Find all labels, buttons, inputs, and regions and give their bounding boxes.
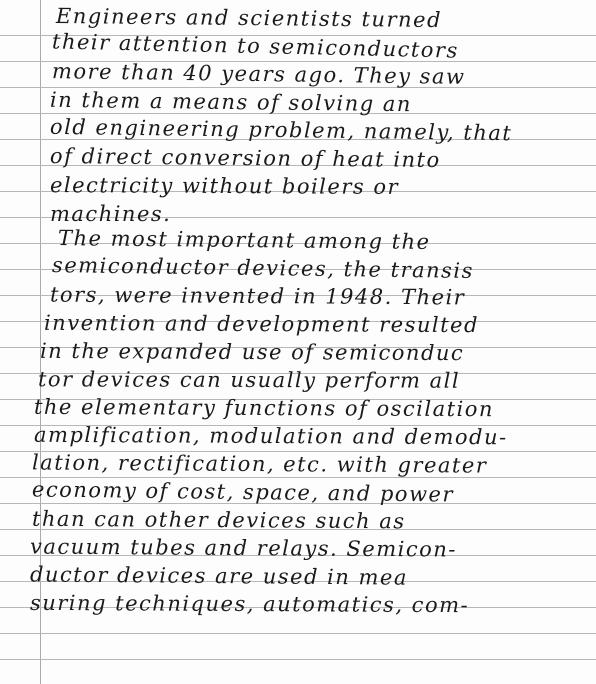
text-line: suring techniques, automatics, com- [29, 590, 470, 618]
text-line: economy of cost, space, and power [31, 477, 455, 507]
text-line: electricity without boilers or [49, 173, 400, 199]
text-line: machines. [50, 202, 172, 226]
text-line: The most important among the [57, 226, 431, 254]
text-line: tor devices can usually perform all [37, 367, 461, 393]
text-line: semiconductor devices, the transis [51, 253, 475, 283]
text-line: amplification, modulation and demodu- [33, 422, 508, 450]
text-line: than can other devices such as [31, 506, 406, 534]
text-line: Engineers and scientists turned [55, 3, 443, 33]
text-line: their attention to semiconductors [51, 29, 460, 63]
text-line: more than 40 years ago. They saw [51, 59, 466, 89]
text-line: in the expanded use of semiconduc [39, 338, 465, 366]
text-line: in them a means of solving an [49, 87, 413, 117]
text-line: tors, were invented in 1948. Their [49, 282, 466, 310]
text-line: of direct conversion of heat into [49, 143, 441, 173]
text-line: the elementary functions of oscilation [33, 394, 495, 422]
text-line: old engineering problem, namely, that [49, 114, 513, 146]
text-line: invention and development resulted [43, 310, 480, 338]
text-line: ductor devices are used in mea [29, 562, 409, 590]
text-line: lation, rectification, etc. with greater [31, 450, 488, 478]
text-line: vacuum tubes and relays. Semicon- [29, 534, 457, 562]
